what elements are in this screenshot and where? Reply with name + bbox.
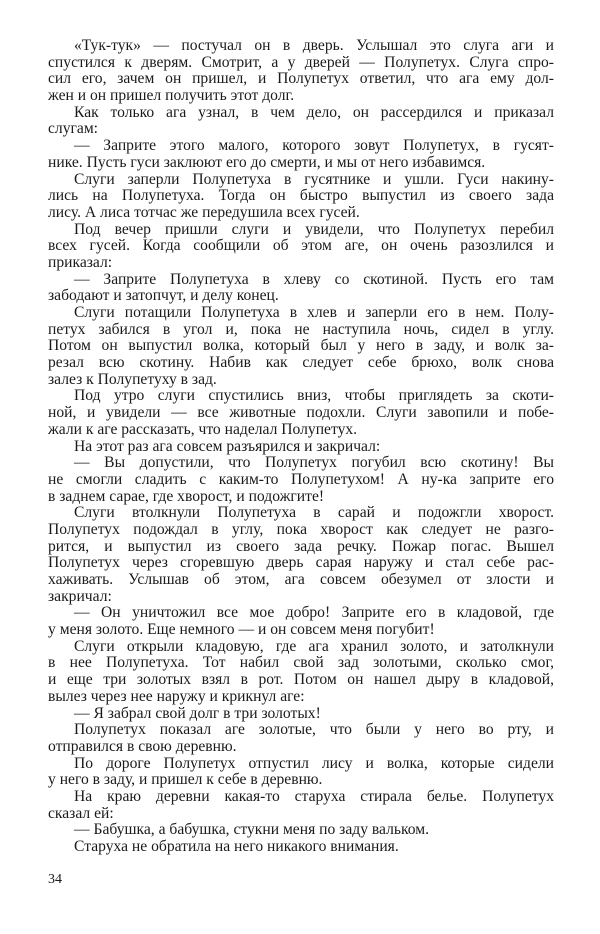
text-line: — Заприте Полупетуха в хлеву со скотиной. Пусть его там: [74, 270, 554, 288]
text-line: жен и он пришел получить этот долг.: [48, 87, 295, 105]
text-line: — Заприте этого малого, которого зовут Полупетух, в гусят-: [74, 137, 554, 155]
paragraph: [48, 172, 554, 222]
text-line: резал всю скотину. Набив как следует себе брюхо, волк снова: [48, 354, 554, 372]
text-line: Полупетух подождал в углу, пока хворост как следует не разго-: [48, 520, 554, 538]
text-line: приказал:: [48, 253, 113, 271]
text-line: Слуги потащили Полупетуха в хлев и заперли его в нем. Полу-: [74, 304, 554, 321]
text-line: лису. А лиса тотчас же передушила всех гусей.: [48, 203, 360, 221]
paragraph: [48, 439, 554, 456]
text-line: На краю деревни какая-то старуха стирала белье. Полупетух: [74, 787, 554, 805]
paragraph: [48, 706, 554, 723]
text-line: Слуги втолкнули Полупетуха в сарай и подожгли хворост.: [74, 504, 554, 522]
text-line: вылез через нее наружу и крикнул аге:: [48, 687, 305, 705]
text-line: «Тук-тук» — постучал он в дверь. Услышал это слуга аги и: [74, 37, 554, 54]
text-line: у него в заду, и пришел к себе в деревню.: [48, 771, 323, 789]
text-line: — Я забрал свой долг в три золотых!: [74, 704, 321, 722]
text-line: нике. Пусть гуси заклюют его до смерти, и мы от него избавимся.: [48, 153, 486, 171]
text-line: — Он уничтожил все мое добро! Заприте его в кладовой, где: [74, 604, 554, 622]
text-line: Слуги заперли Полупетуха в гусятнике и ушли. Гуси накину-: [74, 170, 554, 188]
text-line: ной, и увидели — все животные подохли. Слуги завопили и побе-: [48, 404, 554, 422]
text-line: Полупетух показал аге золотые, что были у него во рту, и: [74, 721, 554, 739]
text-line: в заднем сарае, где хворост, и подожгите!: [48, 487, 325, 505]
text-line: лись на Полупетуха. Тогда он быстро выпустил из своего зада: [48, 187, 554, 205]
paragraph: [48, 822, 554, 839]
text-line: залез к Полупетуху в зад.: [48, 370, 217, 388]
paragraph: [48, 388, 554, 438]
paragraph: [48, 639, 554, 706]
paragraph: [48, 722, 554, 755]
text-line: забодают и затопчут, и делу конец.: [48, 287, 279, 305]
text-line: петух забился в угол и, пока не наступила ночь, сидел в углу.: [48, 320, 554, 338]
text-line: По дороге Полупетух отпустил лису и волка, которые сидели: [74, 754, 554, 772]
text-line: у меня золото. Еще немного — и он совсем меня погубит!: [48, 621, 435, 639]
text-line: На этот раз ага совсем разъярился и закричал:: [74, 437, 381, 455]
text-line: всех гусей. Когда сообщили об этом аге, он очень разозлился и: [48, 237, 554, 255]
paragraph: [48, 455, 554, 505]
text-line: не смогли сладить с каким-то Полупетухом! А ну-ка заприте его: [48, 470, 554, 488]
text-line: рится, и выпустил из своего зада речку. Пожар погас. Вышел: [48, 537, 554, 555]
text-line: жали к аге рассказать, что наделал Полупетух.: [48, 420, 358, 438]
paragraph: [48, 105, 554, 138]
paragraph: [48, 505, 554, 605]
text-line: сказал ей:: [48, 804, 114, 822]
paragraph: [48, 756, 554, 789]
paragraph: [48, 138, 554, 171]
paragraph: [48, 222, 554, 272]
text-line: Под утро слуги спустились вниз, чтобы приглядеть за скоти-: [74, 387, 554, 405]
text-line: Полупетух через сгоревшую дверь сарая наружу и стал себе рас-: [48, 554, 554, 572]
paragraph: [48, 789, 554, 822]
text-line: — Вы допустили, что Полупетух погубил всю скотину! Вы: [74, 454, 554, 472]
page-number: 34: [48, 872, 62, 887]
paragraph: [48, 839, 554, 856]
text-line: — Бабушка, а бабушка, стукни меня по заду вальком.: [74, 821, 430, 839]
text-line: хаживать. Услышав об этом, ага совсем обезумел от злости и: [48, 571, 554, 588]
text-line: отправился в свою деревню.: [48, 737, 237, 755]
text-line: сил его, зачем он пришел, и Полупетух ответил, что ага ему дол-: [48, 70, 554, 88]
text-line: спустился к дверям. Смотрит, а у дверей — Полупетух. Слуга спро-: [48, 53, 554, 71]
paragraph: [48, 272, 554, 305]
text-line: закричал:: [48, 587, 112, 605]
text-line: и еще три золотых взял в рот. Потом он нашел дыру в кладовой,: [48, 671, 554, 689]
text-line: Как только ага узнал, в чем дело, он рассердился и приказал: [74, 103, 554, 121]
text-line: Под вечер пришли слуги и увидели, что Полупетух перебил: [74, 220, 554, 238]
text-line: Слуги открыли кладовую, где ага хранил золото, и затолкнули: [74, 637, 554, 655]
paragraph: [48, 305, 554, 388]
text-line: слугам:: [48, 120, 99, 138]
page-body: [48, 38, 554, 856]
paragraph: [48, 38, 554, 105]
text-line: в нее Полупетуха. Тот набил свой зад золотыми, сколько смог,: [48, 654, 554, 672]
text-line: Старуха не обратила на него никакого внимания.: [74, 838, 399, 855]
paragraph: [48, 605, 554, 638]
text-line: Потом он выпустил волка, который был у него в заду, и волк за-: [48, 337, 554, 355]
